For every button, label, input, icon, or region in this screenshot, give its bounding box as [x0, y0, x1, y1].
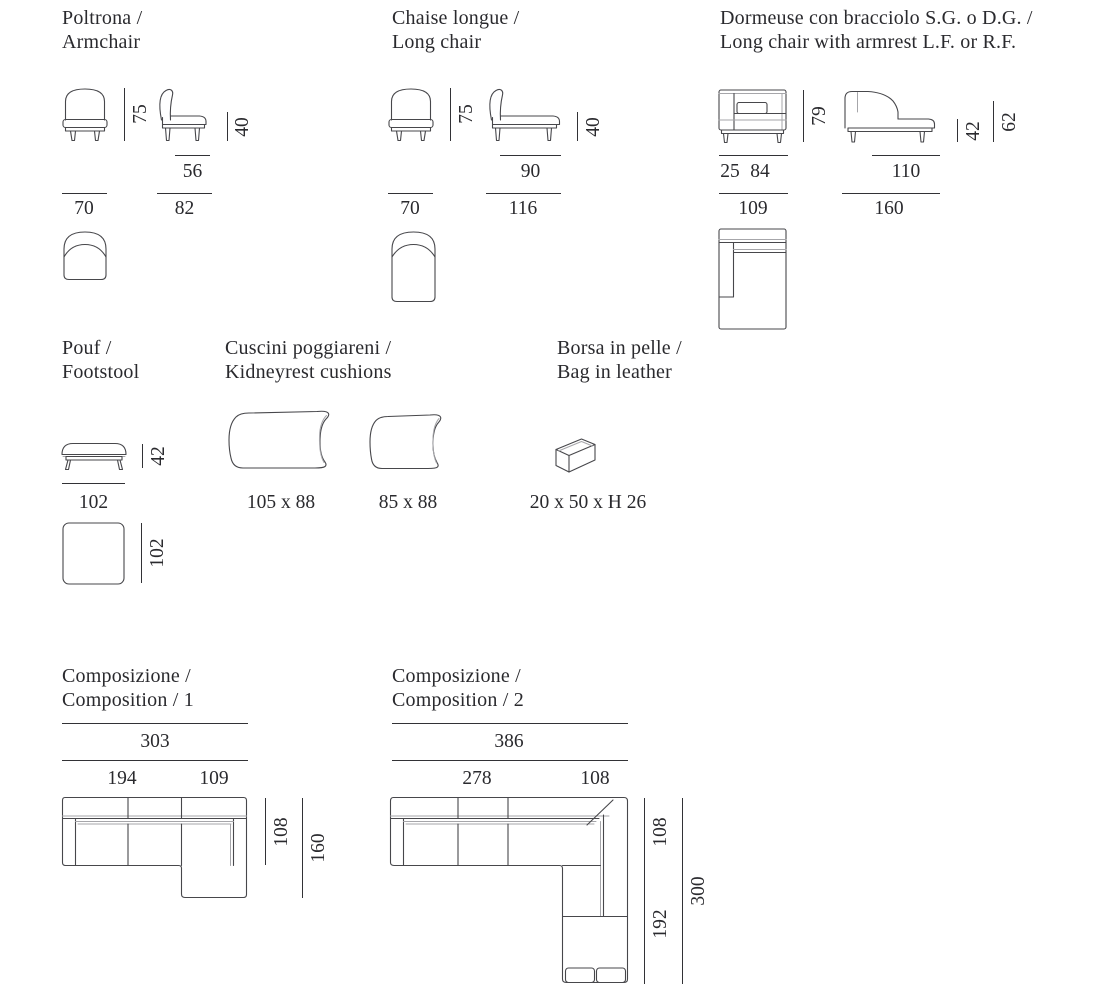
composition2-title-it: Composizione /	[392, 665, 521, 687]
dormeuse-total-depth-label: 160	[874, 198, 904, 219]
composition2-extension-depth-label: 192	[649, 908, 671, 939]
armchair-seat-depth-label: 56	[182, 161, 203, 182]
dormeuse-title-en: Long chair with armrest L.F. or R.F.	[720, 30, 1017, 53]
chaise-title-it: Chaise longue /	[392, 7, 520, 29]
chaise-front-width-label: 70	[400, 198, 420, 219]
composition2-depth-label: 108	[649, 816, 671, 847]
dormeuse-back-height-label: 79	[809, 106, 830, 126]
pouf-height-label: 42	[147, 445, 169, 466]
composition1-title-it: Composizione /	[62, 665, 191, 687]
composition2-title-rule	[392, 723, 628, 724]
dormeuse-seat-depth-label: 110	[891, 161, 921, 182]
dormeuse-armrest-width-label: 25	[720, 161, 740, 182]
composition2-title	[392, 665, 524, 712]
composition2-total-depth-line	[682, 798, 683, 984]
dormeuse-seat-width-label: 84	[750, 161, 770, 182]
dormeuse-seat-height-label: 42	[963, 120, 984, 141]
armchair-front-width-label: 70	[74, 198, 94, 219]
bag-title-it: Borsa in pelle /	[557, 337, 682, 359]
composition2-total-width-label: 386	[494, 731, 524, 752]
armchair-back-height-label: 75	[130, 104, 151, 124]
composition1-chaise-depth-label: 160	[307, 833, 329, 863]
composition2-left-width-label: 278	[462, 768, 492, 789]
armchair-title-en: Armchair	[62, 30, 141, 53]
dormeuse-front-width-label: 109	[738, 198, 768, 219]
dormeuse-title-it: Dormeuse con bracciolo S.G. o D.G. /	[720, 7, 1033, 29]
composition2-title-en: Composition / 2	[392, 688, 524, 711]
bag-title-en: Bag in leather	[557, 360, 672, 383]
cushions-title-it: Cuscini poggiareni /	[225, 337, 392, 359]
cushions-title-en: Kidneyrest cushions	[225, 360, 392, 383]
composition2-plan-drawing	[390, 797, 630, 987]
chaise-total-depth-label: 116	[508, 198, 538, 219]
chaise-seat-depth-label: 90	[520, 161, 541, 182]
pouf-width-label: 102	[78, 492, 109, 513]
composition2-width-line	[392, 760, 628, 761]
composition2-inner-depth-line	[644, 798, 645, 984]
pouf-title-en: Footstool	[62, 360, 140, 383]
armchair-title-it: Poltrona /	[62, 7, 143, 29]
chaise-title-en: Long chair	[392, 30, 482, 53]
armchair-seat-height-label: 40	[232, 116, 253, 137]
cushion-large-size-label: 105 x 88	[246, 492, 316, 513]
composition1-total-width-label: 303	[140, 731, 170, 752]
composition2-total-depth-label: 300	[688, 875, 709, 906]
composition1-left-width-label: 194	[107, 768, 137, 789]
composition1-right-width-label: 109	[199, 768, 229, 789]
pouf-depth-label: 102	[146, 538, 168, 568]
composition1-depth-label: 108	[270, 816, 292, 847]
cushion-small-size-label: 85 x 88	[378, 492, 438, 513]
pouf-title-it: Pouf /	[62, 337, 112, 359]
composition2-right-width-label: 108	[580, 768, 610, 789]
bag-size-label: 20 x 50 x H 26	[529, 492, 647, 513]
composition1-title-en: Composition / 1	[62, 688, 194, 711]
dormeuse-armrest-height-label: 62	[999, 111, 1020, 132]
armchair-total-depth-label: 82	[174, 198, 195, 219]
chaise-seat-height-label: 40	[583, 116, 604, 137]
chaise-back-height-label: 75	[456, 104, 477, 124]
